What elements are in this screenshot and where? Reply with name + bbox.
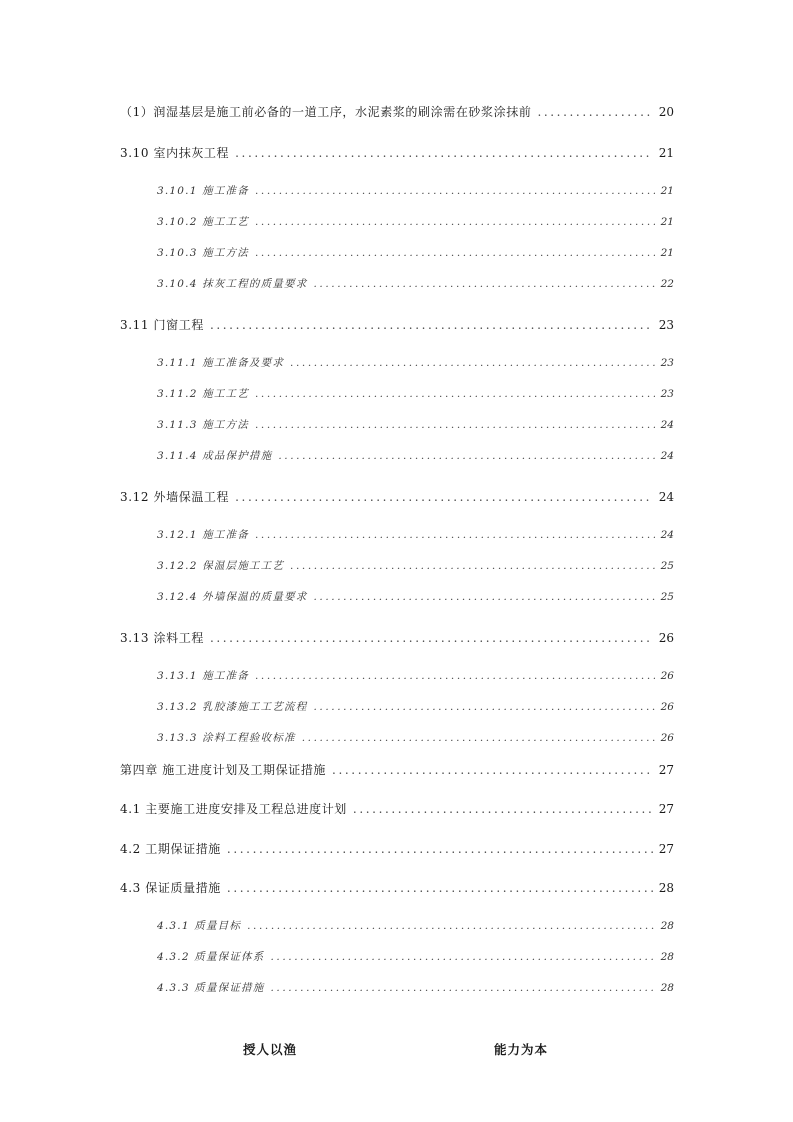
toc-page-number: 25 (660, 560, 674, 572)
toc-page-number: 20 (658, 105, 674, 119)
toc-title: 4.2 工期保证措施 (120, 842, 221, 856)
toc-entry[interactable] (157, 183, 674, 198)
toc-leader (353, 802, 653, 816)
toc-title: 3.13.1 施工准备 (157, 670, 249, 682)
toc-entry[interactable] (157, 448, 674, 463)
toc-title: 3.12.1 施工准备 (157, 529, 249, 541)
toc-entry[interactable] (120, 761, 674, 778)
toc-leader (270, 951, 654, 963)
toc-entry[interactable] (157, 245, 674, 260)
toc-page-number: 28 (658, 881, 674, 895)
toc-entry[interactable] (157, 386, 674, 401)
toc-title: 4.3.1 质量目标 (157, 920, 242, 932)
toc-title: 4.1 主要施工进度安排及工程总进度计划 (120, 802, 347, 816)
toc-page-number: 24 (660, 419, 674, 431)
toc-title: 第四章 施工进度计划及工期保证措施 (120, 763, 327, 777)
toc-page-number: 22 (660, 278, 674, 290)
toc-entry[interactable] (120, 103, 674, 120)
toc-title: 3.11.2 施工工艺 (157, 388, 249, 400)
toc-leader (313, 701, 654, 713)
toc-page-number: 24 (660, 450, 674, 462)
toc-entry[interactable] (120, 316, 674, 333)
toc-title: 3.10.1 施工准备 (157, 185, 249, 197)
toc-leader (302, 732, 655, 744)
toc-page-number: 28 (660, 951, 674, 963)
toc-leader (255, 419, 655, 431)
toc-page-number: 21 (660, 216, 674, 228)
toc-leader (227, 881, 653, 895)
toc-title: 3.12.4 外墙保温的质量要求 (157, 591, 308, 603)
toc-page-number: 27 (658, 763, 674, 777)
toc-page-number: 28 (660, 920, 674, 932)
toc-title: 3.12.2 保温层施工工艺 (157, 560, 285, 572)
toc-page-number: 27 (658, 842, 674, 856)
toc-entry[interactable] (157, 589, 674, 604)
toc-entry[interactable] (157, 730, 674, 745)
toc-leader (227, 842, 653, 856)
toc-leader (255, 388, 655, 400)
toc-page-number: 24 (660, 529, 674, 541)
toc-entry[interactable] (120, 840, 674, 857)
toc-title: 3.12 外墙保温工程 (120, 490, 230, 504)
toc-page-number: 24 (658, 490, 674, 504)
toc-page-number: 23 (660, 388, 674, 400)
toc-entry[interactable] (157, 527, 674, 542)
toc-entry[interactable] (157, 355, 674, 370)
toc-title: 3.13 涂料工程 (120, 631, 204, 645)
toc-leader (270, 982, 654, 994)
toc-entry[interactable] (157, 980, 674, 995)
toc-page-number: 28 (660, 982, 674, 994)
toc-leader (210, 318, 653, 332)
toc-leader (313, 278, 654, 290)
toc-title: 4.3.3 质量保证措施 (157, 982, 265, 994)
footer-motto-right: 能力为本 (494, 1042, 549, 1057)
toc-page-number: 25 (660, 591, 674, 603)
toc-leader (247, 920, 655, 932)
toc-title: 3.11.1 施工准备及要求 (157, 357, 285, 369)
toc-entry[interactable] (120, 488, 674, 505)
toc-entry[interactable] (120, 629, 674, 646)
toc-leader (235, 490, 653, 504)
toc-title: 3.10 室内抹灰工程 (120, 146, 230, 160)
toc-page-number: 21 (660, 247, 674, 259)
toc-title: 3.13.2 乳胶漆施工工艺流程 (157, 701, 308, 713)
toc-title: 3.11 门窗工程 (120, 318, 204, 332)
toc-title: （1）润湿基层是施工前必备的一道工序，水泥素浆的刷涂需在砂浆涂抹前 (120, 105, 532, 119)
toc-page-number: 23 (658, 318, 674, 332)
toc-entry[interactable] (157, 214, 674, 229)
toc-leader (278, 450, 654, 462)
toc-title: 3.11.3 施工方法 (157, 419, 249, 431)
toc-leader (255, 670, 655, 682)
toc-page-number: 26 (660, 732, 674, 744)
toc-leader (255, 247, 655, 259)
toc-leader (313, 591, 654, 603)
footer-motto-left: 授人以渔 (243, 1042, 298, 1057)
toc-entry[interactable] (157, 668, 674, 683)
toc-leader (255, 216, 655, 228)
toc-entry[interactable] (157, 417, 674, 432)
toc-entry[interactable] (157, 699, 674, 714)
toc-page-number: 23 (660, 357, 674, 369)
toc-leader (255, 529, 655, 541)
toc-entry[interactable] (157, 949, 674, 964)
toc-title: 4.3.2 质量保证体系 (157, 951, 265, 963)
toc-page-number: 21 (658, 146, 674, 160)
toc-page-number: 21 (660, 185, 674, 197)
toc-leader (210, 631, 653, 645)
toc-title: 3.13.3 涂料工程验收标准 (157, 732, 296, 744)
toc-entry[interactable] (157, 276, 674, 291)
toc-title: 4.3 保证质量措施 (120, 881, 221, 895)
toc-title: 3.10.3 施工方法 (157, 247, 249, 259)
toc-entry[interactable] (120, 879, 674, 896)
toc-entry[interactable] (120, 800, 674, 817)
toc-title: 3.10.2 施工工艺 (157, 216, 249, 228)
toc-page-number: 26 (660, 701, 674, 713)
toc-entry[interactable] (157, 558, 674, 573)
toc-leader (332, 763, 653, 777)
toc-page-number: 26 (658, 631, 674, 645)
toc-entry[interactable] (120, 144, 674, 161)
toc-leader (290, 357, 655, 369)
toc-leader (235, 146, 653, 160)
toc-leader (255, 185, 655, 197)
toc-title: 3.10.4 抹灰工程的质量要求 (157, 278, 308, 290)
toc-title: 3.11.4 成品保护措施 (157, 450, 273, 462)
toc-leader (290, 560, 655, 572)
toc-entry[interactable] (157, 918, 674, 933)
toc-leader (537, 105, 652, 119)
toc-page-number: 26 (660, 670, 674, 682)
toc-page-number: 27 (658, 802, 674, 816)
